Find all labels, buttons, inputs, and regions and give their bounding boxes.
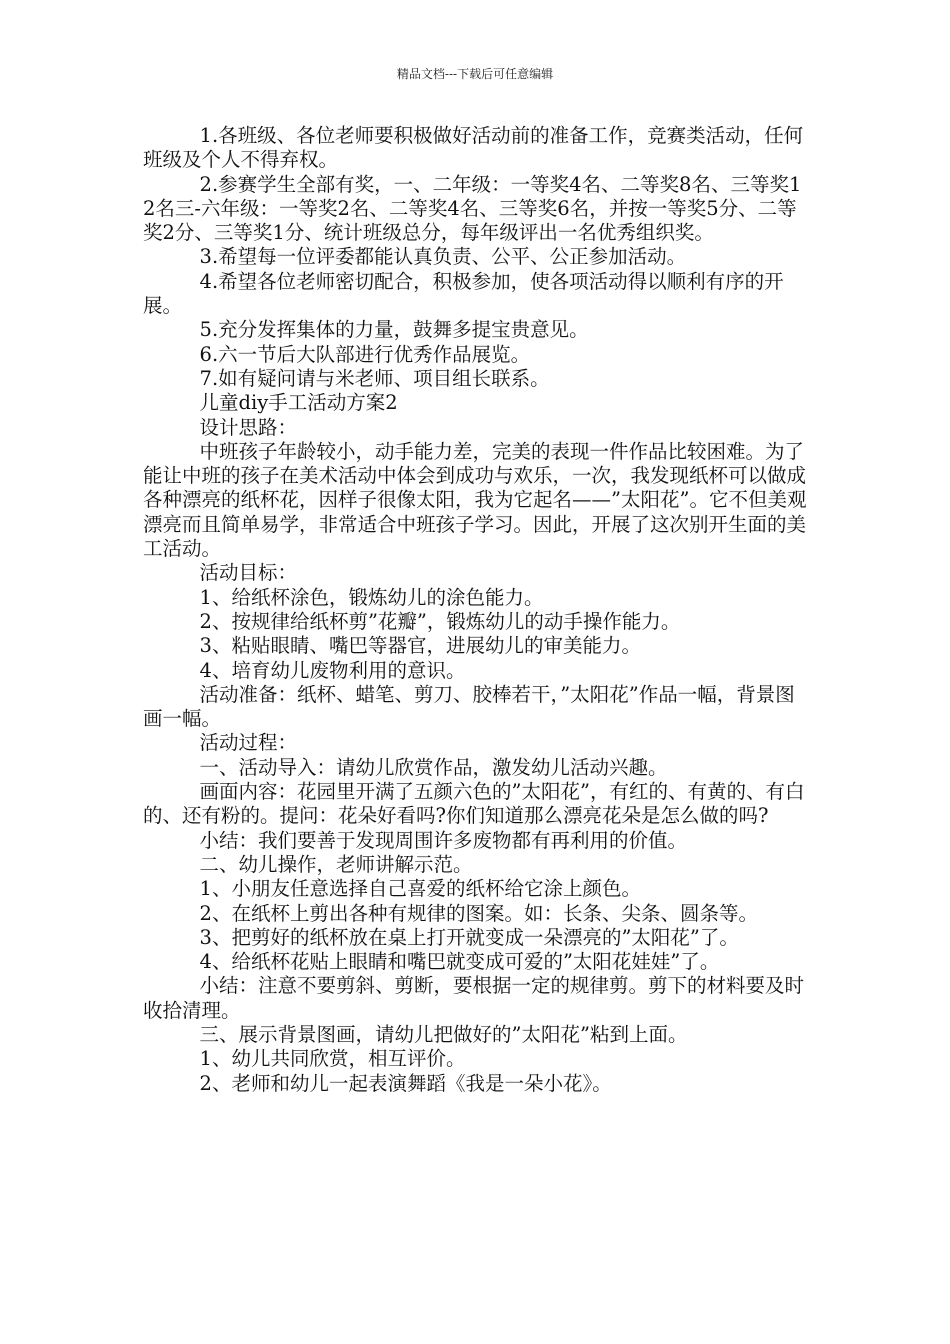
paragraph-rule-4: 4.希望各位老师密切配合，积极参加，使各项活动得以顺利有序的开展。 [143, 269, 784, 318]
process-heading: 活动过程： [199, 731, 298, 755]
goal-item: 3、粘贴眼睛、嘴巴等器官，进展幼儿的审美能力。 [199, 634, 641, 658]
page-header: 精品文档---下载后可任意编辑 [396, 67, 554, 81]
showcase-item: 1、幼儿共同欣赏，相互评价。 [199, 1047, 466, 1071]
operation-item: 4、给纸杯花贴上眼睛和嘴巴就变成可爱的”太阳花娃娃”了。 [199, 950, 720, 974]
operation-item: 1、小朋友任意选择自己喜爱的纸杯给它涂上颜色。 [199, 877, 641, 901]
goals-heading: 活动目标： [199, 561, 298, 585]
process-step: 二、幼儿操作，老师讲解示范。 [199, 852, 473, 876]
process-step: 一、活动导入：请幼儿欣赏作品，激发幼儿活动兴趣。 [199, 755, 668, 779]
summary-text: 小结：我们要善于发现周围许多废物都有再利用的价值。 [199, 828, 688, 852]
operation-item: 3、把剪好的纸杯放在桌上打开就变成一朵漂亮的”太阳花”了。 [199, 925, 739, 949]
section-title: 儿童diy手工活动方案2 [199, 391, 398, 415]
process-text: 画面内容：花园里开满了五颜六色的”太阳花”，有红的、有黄的、有白的、还有粉的。提问：花朵好看吗?你们知道那么漂亮花朵是怎么做的吗? [143, 780, 805, 828]
goal-item: 2、按规律给纸杯剪”花瓣”，锻炼幼儿的动手操作能力。 [199, 609, 681, 633]
summary-text: 小结：注意不要剪斜、剪断，要根据一定的规律剪。剪下的材料要及时收拾清理。 [143, 974, 805, 1022]
design-idea-heading: 设计思路： [199, 415, 298, 439]
paragraph-rule-6: 6.六一节后大队部进行优秀作品展览。 [199, 342, 531, 366]
document-body [143, 124, 813, 1096]
design-idea-text: 中班孩子年龄较小，动手能力差，完美的表现一件作品比较困难。为了能让中班的孩子在美术活动中体会到成功与欢乐，一次，我发现纸杯可以做成各种漂亮的纸杯花，因样子很像太阳，我为它起名——”太阳花”。它不但美观漂亮而且简单易学，非常适合中班孩子学习。因此，开展了这次别开生面的美工活动。 [143, 439, 807, 561]
paragraph-rule-3: 3.希望每一位评委都能认真负责、公平、公正参加活动。 [199, 245, 687, 269]
paragraph-rule-1: 1.各班级、各位老师要积极做好活动前的准备工作，竞赛类活动，任何班级及个人不得弃权。 [143, 124, 804, 172]
goal-item: 4、培育幼儿废物利用的意识。 [199, 658, 466, 682]
paragraph-rule-2: 2.参赛学生全部有奖，一、二年级：一等奖4名、二等奖8名、三等奖12名三-六年级：一等奖2名、二等奖4名、三等奖6名，并按一等奖5分、二等奖2分、三等奖1分、统计班级总分，每年级评出一名优秀组织奖。 [143, 172, 802, 245]
paragraph-rule-7: 7.如有疑问请与米老师、项目组长联系。 [199, 366, 550, 390]
process-step: 三、展示背景图画，请幼儿把做好的”太阳花”粘到上面。 [199, 1022, 688, 1046]
preparation-text: 活动准备：纸杯、蜡笔、剪刀、胶棒若干，”太阳花”作品一幅，背景图画一幅。 [143, 682, 795, 731]
goal-item: 1、给纸杯涂色，锻炼幼儿的涂色能力。 [199, 585, 544, 609]
showcase-item: 2、老师和幼儿一起表演舞蹈《我是一朵小花》。 [199, 1071, 612, 1095]
paragraph-rule-5: 5.充分发挥集体的力量，鼓舞多提宝贵意见。 [199, 318, 589, 342]
operation-item: 2、在纸杯上剪出各种有规律的图案。如：长条、尖条、圆条等。 [199, 901, 758, 925]
